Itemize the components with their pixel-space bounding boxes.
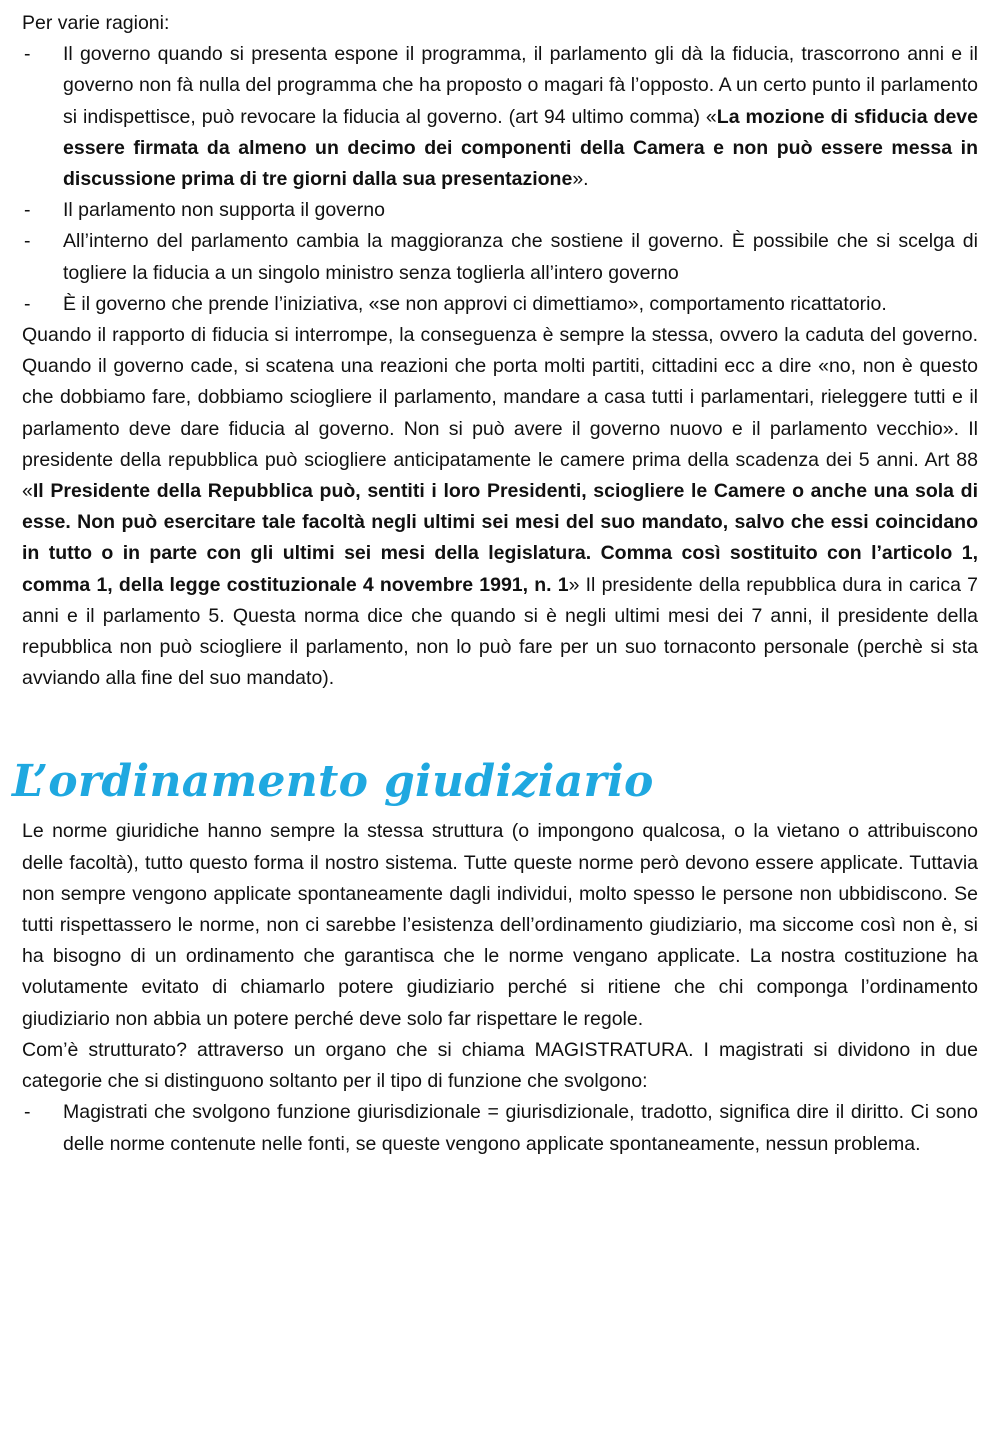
- list-item-text: All’interno del parlamento cambia la maggioranza che sostiene il governo. È possibile che si scelga di togliere la fiducia a un singolo ministro senza toglierla all’intero governo: [63, 230, 978, 284]
- document-page: [12, 8, 978, 1160]
- intro-line: Per varie ragioni:: [22, 12, 170, 34]
- bold-quote: Il Presidente della Repubblica può, sentiti i loro Presidenti, sciogliere le Camere o anche una sola di esse. Non può esercitare tale facoltà negli ultimi sei mesi del suo mandato, salvo che essi coincidano in tutto o in parte con gli ultimi sei mesi della legislatura. Comma così sostituito con l’articolo 1, comma 1, della legge costituzionale 4 novembre 1991, n. 1: [22, 480, 978, 596]
- list-item-text: Il governo quando si presenta espone il programma, il parlamento gli dà la fiducia, trascorrono anni e il governo non fà nulla del programma che ha proposto o magari fà l’opposto. A un certo punto il parlamento si indispettisce, può revocare la fiducia al governo. (art 94 ultimo comma) «: [63, 43, 978, 128]
- magistrati-list: [22, 1097, 978, 1159]
- reasons-list: [22, 39, 978, 320]
- dash-bullet: -: [24, 43, 31, 66]
- list-item-text: Il parlamento non supporta il governo: [63, 199, 385, 222]
- list-item: [22, 195, 978, 226]
- norme-paragraph: Le norme giuridiche hanno sempre la stessa struttura (o impongono qualcosa, o la vietano o attribuiscono delle facoltà), tutto questo forma il nostro sistema. Tutte queste norme però devono essere applicate. Tuttavia non sempre vengono applicate spontaneamente dagli individui, molto spesso le persone non ubbidiscono. Se tutti rispettassero le norme, non ci sarebbe l’esistenza dell’ordinamento giudiziario, ma siccome così non è, si ha bisogno di un ordinamento che garantisca che le norme vengano applicate. La nostra costituzione ha volutamente evitato di chiamarlo potere giudiziario perché si ritiene che chi componga l’ordinamento giudiziario non abbia un potere perché deve solo far rispettare le regole.: [22, 820, 978, 1030]
- list-item: [22, 39, 978, 195]
- dash-bullet: -: [24, 230, 31, 253]
- bold-quote: La mozione di sfiducia deve essere firmata da almeno un decimo dei componenti della Camera e non può essere messa in discussione prima di tre giorni dalla sua presentazione: [63, 105, 978, 191]
- section-spacer: [22, 694, 978, 754]
- struttura-paragraph: Com’è strutturato? attraverso un organo che si chiama MAGISTRATURA. I magistrati si dividono in due categorie che si distinguono soltanto per il tipo di funzione che svolgono:: [22, 1038, 978, 1093]
- paragraph-text: Quando il rapporto di fiducia si interrompe, la conseguenza è sempre la stessa, ovvero la caduta del governo. Quando il governo cade, si scatena una reazioni che porta molti partiti, cittadini ecc a dire «no, non è questo che dobbiamo fare, dobbiamo sciogliere il parlamento, mandare a casa tutti i parlamentari, rieleggere tutti e il parlamento deve dare fiducia al governo. Non si può avere il governo nuovo e il parlamento vecchio». Il presidente della repubblica può sciogliere anticipatamente le camere prima della scadenza dei 5 anni. Art 88 «: [22, 324, 978, 503]
- paragraph-tail: » Il presidente della repubblica dura in carica 7 anni e il parlamento 5. Questa norma dice che quando si è negli ultimi mesi dei 7 anni, il presidente della repubblica non può sciogliere il parlamento, non lo può fare per un suo tornaconto personale (perchè si sta avviando alla fine del suo mandato).: [22, 573, 978, 690]
- section-heading: L’ordinamento giudiziario: [12, 756, 654, 808]
- list-item-tail: ».: [572, 168, 589, 191]
- list-item-text: Magistrati che svolgono funzione giurisdizionale = giurisdizionale, tradotto, significa dire il diritto. Ci sono delle norme contenute nelle fonti, se queste vengono applicate spontaneamente, nessun problema.: [63, 1101, 978, 1155]
- list-item: [22, 289, 978, 320]
- dash-bullet: -: [24, 292, 31, 315]
- list-item-text: È il governo che prende l’iniziativa, «se non approvi ci dimettiamo», comportamento ricattatorio.: [63, 292, 887, 315]
- list-item: [22, 226, 978, 288]
- fiducia-paragraph: [22, 320, 978, 694]
- dash-bullet: -: [24, 1101, 31, 1124]
- list-item: [22, 1097, 978, 1159]
- dash-bullet: -: [24, 199, 31, 222]
